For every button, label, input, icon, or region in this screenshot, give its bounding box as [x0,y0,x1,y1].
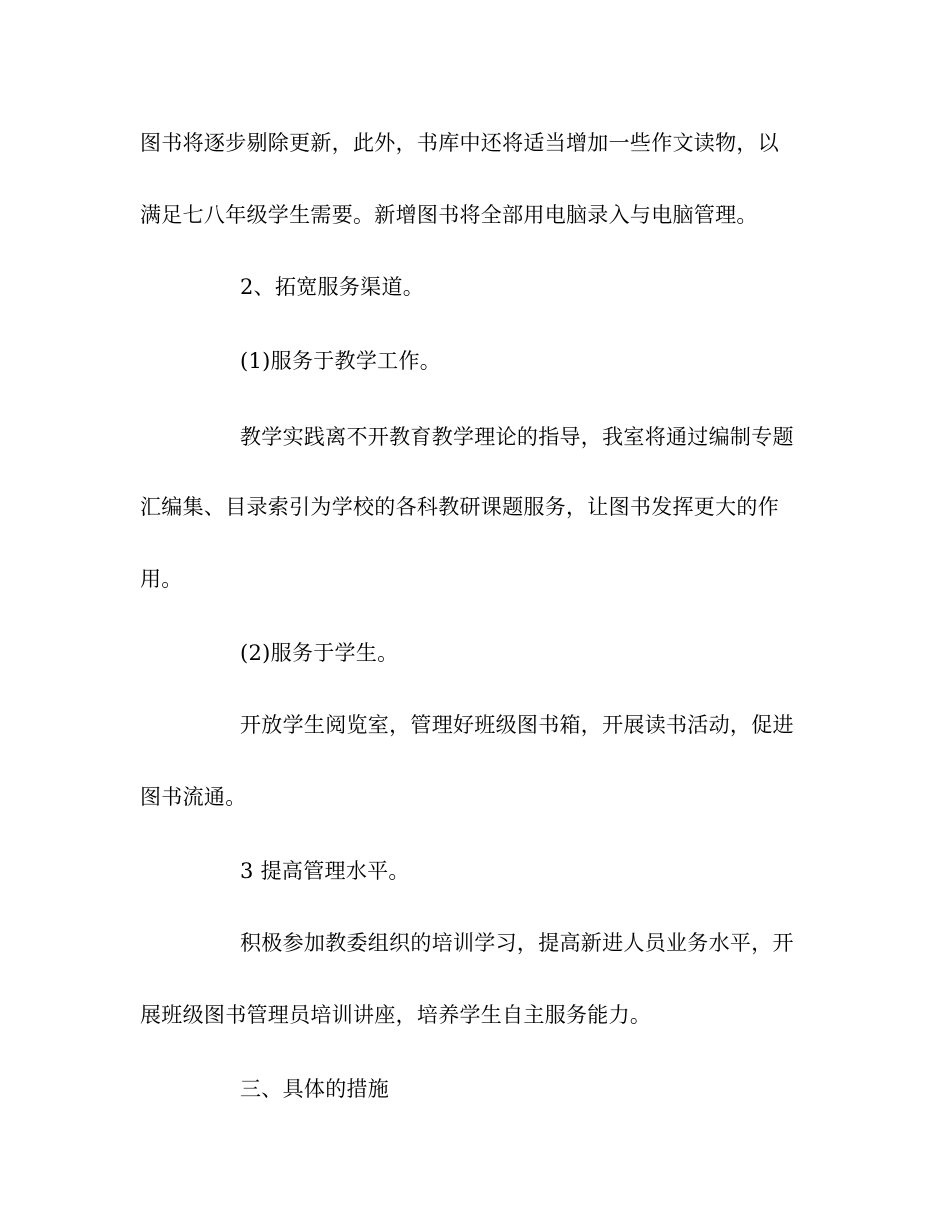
section-heading: 2、拓宽服务渠道。 [240,275,425,299]
paragraph-line: 展班级图书管理员培训讲座，培养学生自主服务能力。 [140,1003,652,1027]
section-heading: 3 提高管理水平。 [240,859,410,883]
paragraph-line: 满足七八年级学生需要。新增图书将全部用电脑录入与电脑管理。 [140,203,758,227]
paragraph-line: 教学实践离不开教育教学理论的指导，我室将通过编制专题 [240,425,794,449]
paragraph-line: 开放学生阅览室，管理好班级图书箱，开展读书活动，促进 [240,713,794,737]
paragraph-line: 积极参加教委组织的培训学习，提高新进人员业务水平，开 [240,931,794,955]
subsection-heading: (1)服务于教学工作。 [240,349,442,373]
paragraph-line: 用。 [140,567,183,591]
section-heading: 三、具体的措施 [240,1077,390,1101]
subsection-heading: (2)服务于学生。 [240,641,399,665]
paragraph-line: 图书将逐步剔除更新，此外，书库中还将适当增加一些作文读物，以 [140,131,779,155]
paragraph-line: 汇编集、目录索引为学校的各科教研课题服务，让图书发挥更大的作 [140,495,779,519]
paragraph-line: 图书流通。 [140,785,247,809]
